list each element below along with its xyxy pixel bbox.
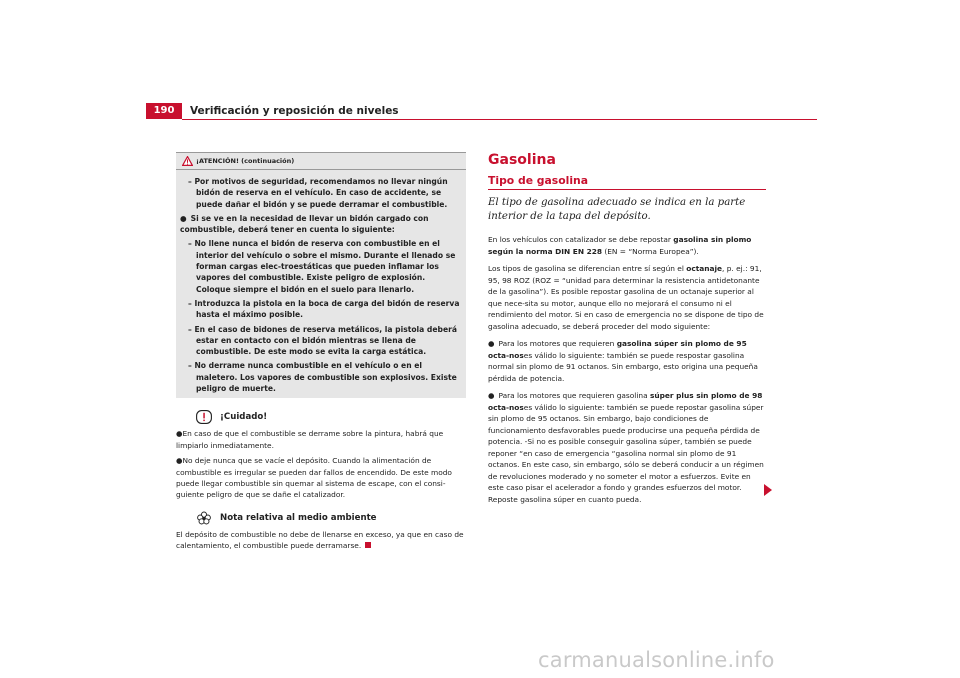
warning-item: – Introduzca la pistola en la boca de carga del bidón de reserva hasta el máximo posible.: [188, 298, 460, 320]
bullet-item: ● Para los motores que requieren gasolina súper sin plomo de 95 octa-noses válido lo siguiente: también se puede respostar gasolina normal sin plomo de 91 octanos. Sin embargo, esto origina una pequeña pérdida de potencia.: [488, 339, 758, 383]
warning-box-heading: ¡ATENCIÓN! (continuación): [196, 157, 295, 165]
left-column: [176, 152, 466, 556]
subsection-rule: [488, 189, 766, 190]
caution-item-text: En caso de que el combustible se derrame sobre la pintura, habrá que limpiarlo inmediatamente.: [176, 429, 444, 450]
paragraph-text: (EN = “Norma Europea”).: [602, 246, 699, 256]
caution-heading: [176, 410, 466, 424]
paragraph: [488, 263, 768, 332]
caution-item: ●En caso de que el combustible se derrame sobre la pintura, habrá que limpiarlo inmediatamente.: [176, 429, 444, 450]
bullet-bold-text: gasolina súper sin plomo de 95 octa-nos: [488, 339, 747, 360]
caution-item: ●No deje nunca que se vacíe el depósito. Cuando la alimentación de combustible es irregular se pueden dar fallos de encendido. De este modo puede llegar combustible sin quemar al sistema de escape, con el consi-guiente peligro de que se dañe el catalizador.: [176, 456, 452, 500]
bullet-text: Para los motores que requieren: [498, 339, 617, 348]
environment-title: Nota relativa al medio ambiente: [220, 512, 377, 523]
environment-section: [176, 511, 466, 552]
section-title: Gasolina: [488, 152, 556, 168]
caution-item-text: No deje nunca que se vacíe el depósito. Cuando la alimentación de combustible es irregular se pueden dar fallos de encendido. De este modo puede llegar combustible sin quemar al sistema de escape, con el consi-guiente peligro de que se dañe el catalizador.: [176, 456, 452, 500]
paragraph-text: Los tipos de gasolina se diferencian entre sí según el: [488, 264, 687, 273]
warning-item-text: No llene nunca el bidón de reserva con combustible en el interior del vehículo o sobre el mismo. Durante el llenado se forman cargas elec-troestáticas que pueden inflamar los vapores del combustible. Existe peligro de explosión. Coloque siempre el bidón en el suelo para llenarlo.: [194, 239, 456, 294]
right-column: [488, 152, 768, 511]
lead-paragraph: El tipo de gasolina adecuado se indica en la parte interior de la tapa del depósito.: [488, 197, 746, 222]
paragraph-bold-text: gasolina sin plomo según la norma DIN EN 228: [488, 235, 752, 256]
end-of-section-marker: [365, 542, 371, 548]
warning-item-text: Introduzca la pistola en la boca de carga del bidón de reserva hasta el máximo posible.: [194, 298, 460, 320]
environment-text: El depósito de combustible no debe de llenarse en exceso, ya que en caso de calentamiento, el combustible puede derramarse.: [176, 529, 464, 551]
paragraph-text: , p. ej.: 91, 95, 98 ROZ (ROZ = “unidad para determinar la resistencia antidetonante de la gasolina”). Es posible repostar gasolina de un octanaje superior al que nece-sita su motor, aunque ello no mejorará el consumo ni el rendimiento del motor. Si en caso de emergencia no se dispone de tipo de gasolina adecuado, se deberá proceder del modo siguiente:: [488, 264, 764, 331]
bullet-text: es válido lo siguiente: también se puede repostar gasolina súper sin plomo de 95 octanos. Sin embargo, bajo condiciones de funcionamiento desfavorables puede producirse una pequeña pérdida de potencia. -Si no es posible conseguir gasolina súper, también se puede reponer “en caso de emergencia “gasolina normal sin plomo de 91 octanos. En este caso, sin embargo, sólo se deberá conducir a un régimen de revoluciones moderado y no someter el motor a esfuerzos. Evite en este caso pisar el acelerador a fondo y grandes esfuerzos del motor. Reposte gasolina súper en cuanto pueda.: [488, 402, 764, 504]
warning-box-header: [176, 153, 466, 170]
environment-flower-icon: [196, 511, 212, 525]
environment-heading: [176, 511, 466, 525]
subsection-title: Tipo de gasolina: [488, 174, 589, 187]
paragraph: [488, 234, 768, 257]
warning-triangle-icon: [182, 156, 193, 166]
warning-item-text: Por motivos de seguridad, recomendamos no llevar ningún bidón de reserva en el vehículo. En caso de accidente, se puede dañar el bidón y se puede derramar el combustible.: [194, 177, 448, 209]
bullet-text: es válido lo siguiente: también se puede respostar gasolina normal sin plomo de 91 octanos. Sin embargo, esto origina una pequeña pérdida de potencia.: [488, 350, 758, 383]
paragraph-bold-text: octanaje: [686, 264, 723, 273]
warning-item: – En el caso de bidones de reserva metálicos, la pistola deberá estar en contacto con el bidón mientras se llena de combustible. De este modo se evita la carga estática.: [188, 324, 457, 357]
warning-item: ● Si se ve en la necesidad de llevar un bidón cargado con combustible, deberá tener en cuenta lo siguiente:: [180, 213, 429, 235]
warning-item: – No derrame nunca combustible en el vehículo o en el maletero. Los vapores de combustible son explosivos. Existe peligro de muerte.: [188, 361, 457, 394]
header-rule: [182, 119, 817, 120]
warning-item: – No llene nunca el bidón de reserva con combustible en el interior del vehículo o sobre el mismo. Durante el llenado se forman cargas elec-troestáticas que pueden inflamar los vapores del combustible. Existe peligro de explosión. Coloque siempre el bidón en el suelo para llenarlo.: [188, 239, 456, 294]
caution-section: [176, 410, 466, 500]
warning-item: – Por motivos de seguridad, recomendamos no llevar ningún bidón de reserva en el vehículo. En caso de accidente, se puede dañar el bidón y se puede derramar el combustible.: [188, 177, 448, 209]
environment-text-block: [176, 529, 466, 552]
warning-item-text: En el caso de bidones de reserva metálicos, la pistola deberá estar en contacto con el bidón mientras se llena de combustible. De este modo se evita la carga estática.: [194, 324, 457, 357]
page-header-title: Verificación y reposición de niveles: [190, 105, 399, 117]
watermark: carmanualsonline.info: [538, 648, 775, 672]
warning-item-text: No derrame nunca combustible en el vehículo o en el maletero. Los vapores de combustible son explosivos. Existe peligro de muerte.: [194, 361, 457, 394]
warning-box: [176, 152, 466, 398]
paragraph-text: En los vehículos con catalizador se debe repostar: [488, 235, 674, 244]
caution-title: ¡Cuidado!: [220, 412, 268, 423]
bullet-item: ● Para los motores que requieren gasolina súper plus sin plomo de 98 octa-noses válido lo siguiente: también se puede repostar gasolina súper sin plomo de 95 octanos. Sin embargo, bajo condiciones de funcionamiento desfavorables puede producirse una pequeña pérdida de potencia. -Si no es posible conseguir gasolina súper, también se puede reponer “en caso de emergencia “gasolina normal sin plomo de 91 octanos. En este caso, sin embargo, sólo se deberá conducir a un régimen de revoluciones moderado y no someter el motor a esfuerzos. Evite en este caso pisar el acelerador a fondo y grandes esfuerzos del motor. Reposte gasolina súper en cuanto pueda.: [488, 391, 764, 504]
bullet-bold-text: súper plus sin plomo de 98 octa-nos: [488, 391, 763, 412]
bullet-text: Para los motores que requieren gasolina: [498, 391, 650, 400]
page-number: 190: [146, 103, 182, 119]
warning-item-text: Si se ve en la necesidad de llevar un bidón cargado con combustible, deberá tener en cuenta lo siguiente:: [180, 213, 429, 235]
caution-exclamation-icon: [196, 410, 212, 424]
continue-arrow-icon: [764, 484, 772, 496]
